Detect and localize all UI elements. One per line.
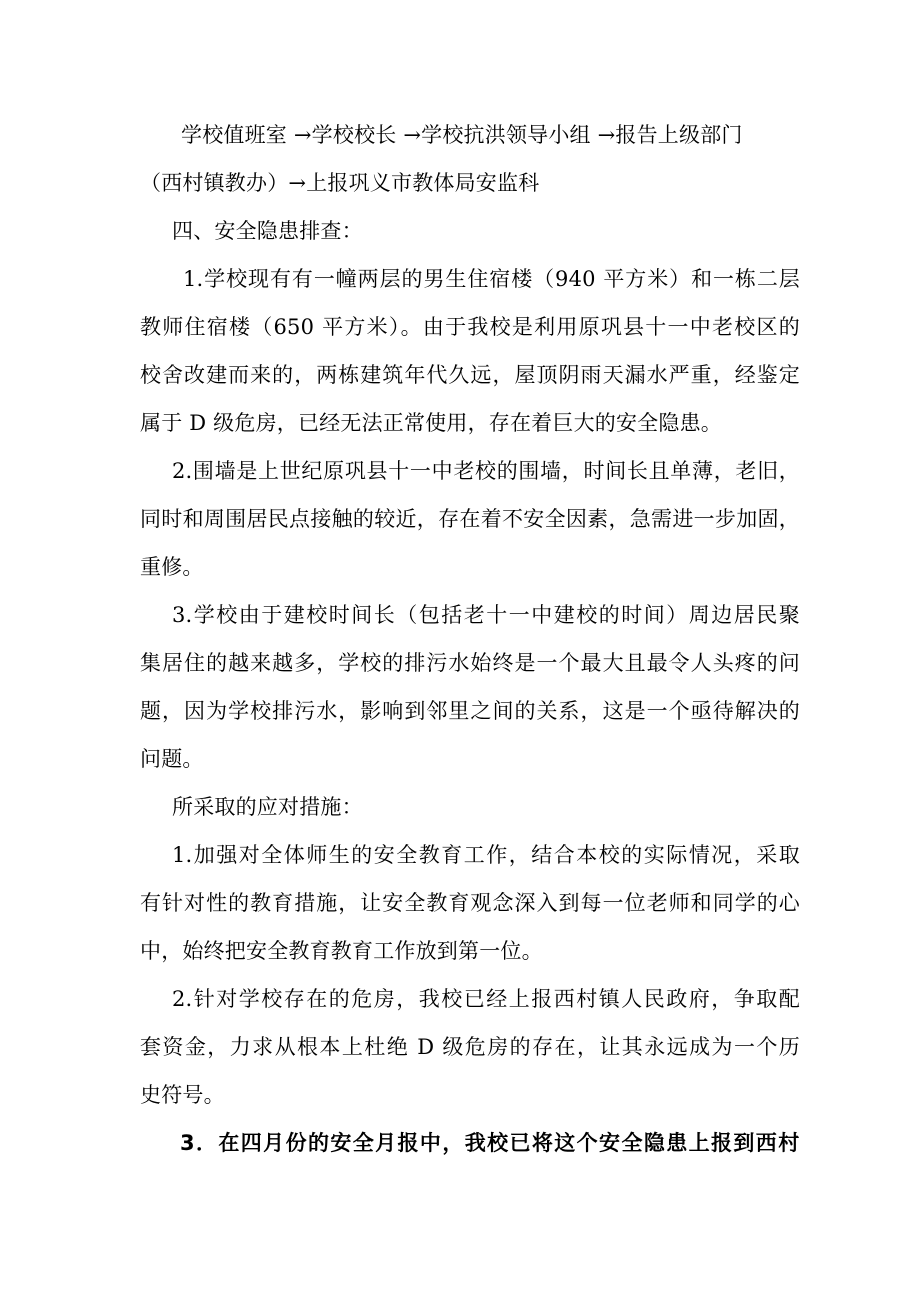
text-line-5: 教师住宿楼（650 平方米）。由于我校是利用原巩县十一中老校区的 xyxy=(140,315,800,339)
text-line-17: 有针对性的教育措施，让安全教育观念深入到每一位老师和同学的心 xyxy=(140,891,800,915)
text-line-6: 校舍改建而来的，两栋建筑年代久远，屋顶阴雨天漏水严重，经鉴定 xyxy=(140,363,800,387)
text-line-4: 1.学校现有有一幢两层的男生住宿楼（940 平方米）和一栋二层 xyxy=(183,267,800,291)
text-line-18: 中，始终把安全教育教育工作放到第一位。 xyxy=(140,939,543,963)
section-heading-hazard-inspection: 四、安全隐患排查： xyxy=(172,219,363,243)
text-line-19: 2.针对学校存在的危房，我校已经上报西村镇人民政府，争取配 xyxy=(172,987,800,1011)
text-line-9: 同时和周围居民点接触的较近，存在着不安全因素，急需进一步加固， xyxy=(140,507,800,531)
text-line-12: 集居住的越来越多，学校的排污水始终是一个最大且最令人头疼的问 xyxy=(140,651,800,675)
text-line-7: 属于 D 级危房，已经无法正常使用，存在着巨大的安全隐患。 xyxy=(140,411,722,435)
text-line-2: （西村镇教办）→上报巩义市教体局安监科 xyxy=(140,171,540,195)
text-line-10: 重修。 xyxy=(140,555,204,579)
text-line-13: 题，因为学校排污水，影响到邻里之间的关系，这是一个亟待解决的 xyxy=(140,699,800,723)
text-line-1: 学校值班室 →学校校长 →学校抗洪领导小组 →报告上级部门 xyxy=(181,123,743,147)
text-line-16: 1.加强对全体师生的安全教育工作，结合本校的实际情况，采取 xyxy=(172,843,800,867)
text-line-21: 史符号。 xyxy=(140,1083,225,1107)
text-line-14: 问题。 xyxy=(140,747,204,771)
text-line-20: 套资金，力求从根本上杜绝 D 级危房的存在，让其永远成为一个历 xyxy=(140,1035,800,1059)
text-line-11: 3.学校由于建校时间长（包括老十一中建校的时间）周边居民聚 xyxy=(172,603,800,627)
text-line-22-bold: 3．在四月份的安全月报中，我校已将这个安全隐患上报到西村 xyxy=(180,1131,800,1155)
text-line-8: 2.围墙是上世纪原巩县十一中老校的围墙，时间长且单薄，老旧， xyxy=(172,459,800,483)
section-heading-countermeasures: 所采取的应对措施： xyxy=(172,795,363,819)
